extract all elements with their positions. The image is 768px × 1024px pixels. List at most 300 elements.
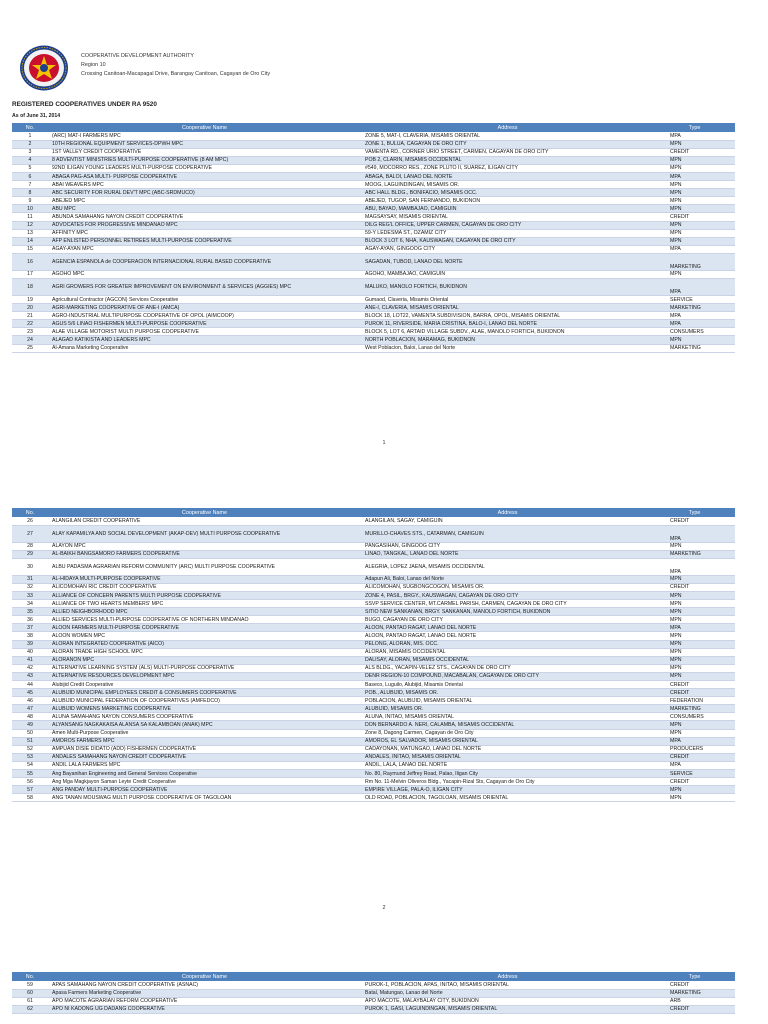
cell-address: Rm No. 11-Melvin Oliveros Bldg., Yacapin-Rizal Sts, Cagayan de Oro City [361,778,654,786]
column-header-address: Address [361,123,654,132]
cell-no: 49 [12,721,48,729]
table-row [12,205,735,213]
cell-address: ABAGA, BALOI, LANAO DEL NORTE [361,172,654,180]
cell-type: FEDERATION [654,697,735,705]
cell-cooperative-name: ALYANSANG NAGKAKAISA ALANSA SA KALAMBOAN (ANAK) MPC [48,721,361,729]
cell-cooperative-name: APO MACOTE AGRARIAN REFORM COOPERATIVE [48,997,361,1005]
cell-address: West Poblacion, Baloi, Lanao del Norte [361,344,654,352]
cell-cooperative-name: ALUNA SAMAHANG NAYON CONSUMERS COOPERATIVE [48,713,361,721]
cell-cooperative-name: ABAGA PAG-ASA MULTI- PURPOSE COOPERATIVE [48,172,361,180]
cell-no: 28 [12,542,48,550]
cell-no: 4 [12,156,48,164]
cell-no: 59 [12,981,48,989]
cell-type: MPN [654,181,735,189]
cell-type: MPN [654,140,735,148]
cell-address: SITIO NEW SANKANAN, BRGY. SANKANAN, MANOLO FORTICH, BUKIDNON [361,608,654,616]
cell-cooperative-name: ALICOMOHAN RIC CREDIT COOPERATIVE [48,583,361,591]
table-row [12,328,735,336]
cell-address: 59-Y LEDESMA ST., OZAMIZ CITY [361,229,654,237]
org-name: COOPERATIVE DEVELOPMENT AUTHORITY [81,53,195,59]
cell-type: MPA [654,525,735,542]
cooperatives-table-page-1 [12,123,735,353]
cell-address: ANDALES, INITAO, MISAMIS ORIENTAL [361,753,654,761]
cell-address: Zone 8, Dagong Carmen, Cagayan de Oro City [361,729,654,737]
cell-cooperative-name: AMPUAN DISIE DIDATO (ADD) FISHERMEN COOPERATIVE [48,745,361,753]
cell-address: ZONE 4, PASIL, BRGY., KAUSWAGAN, CAGAYAN DE ORO CITY [361,591,654,599]
cell-type: MPA [654,737,735,745]
cell-address: ALUNA, INITAO, MISAMIS ORIENTAL [361,713,654,721]
cell-address: MOOG, LAGUINDINGAN, MISAMIS OR. [361,181,654,189]
cell-type: SERVICE [654,296,735,304]
cell-no: 56 [12,778,48,786]
cell-type: MPN [654,632,735,640]
cell-address: POB 2, CLARIN, MISAMIS OCCIDENTAL [361,156,654,164]
table-row [12,558,735,575]
table-row [12,745,735,753]
table-row [12,761,735,769]
cell-cooperative-name: Al-Amana Marketing Cooperative [48,344,361,352]
table-row [12,997,735,1005]
table-row [12,981,735,989]
table-row [12,681,735,689]
table-row [12,296,735,304]
column-header-no: No. [12,123,48,132]
cell-cooperative-name: ANG TANAN MOUSWAG MULTI PURPOSE COOPERATIVE OF TAGOLOAN [48,794,361,802]
cell-address: DALISAY, ALORAN, MISAMIS OCCIDENTAL [361,656,654,664]
cell-type: MPN [654,600,735,608]
cell-type: CREDIT [654,1005,735,1013]
table-row [12,189,735,197]
cell-cooperative-name: APAS SAMAHANG NAYON CREDIT COOPERATIVE (ASNAC) [48,981,361,989]
organization-block [81,52,270,79]
cell-no: 55 [12,770,48,778]
cell-no: 20 [12,304,48,312]
table-row [12,640,735,648]
table-row [12,245,735,253]
cell-type: MPN [654,648,735,656]
cell-no: 3 [12,148,48,156]
cell-type: CREDIT [654,213,735,221]
cell-type: MPA [654,245,735,253]
cell-address: BUGO, CAGAYAN DE ORO CITY [361,616,654,624]
table-row [12,737,735,745]
table-body [12,517,735,802]
as-of-date: As of June 31, 2014 [12,113,61,119]
cell-no: 33 [12,591,48,599]
cell-no: 36 [12,616,48,624]
cell-address: ZONE 1, BULUA, CAGAYAN DE ORO CITY [361,140,654,148]
cell-no: 41 [12,656,48,664]
table-row [12,164,735,172]
table-row [12,132,735,140]
table-row [12,197,735,205]
table-row [12,664,735,672]
cell-cooperative-name: AFP ENLISTED PERSONNEL RETIREES MULTI-PURPOSE COOPERATIVE [48,237,361,245]
table-row [12,542,735,550]
cell-type: MPN [654,575,735,583]
document-title: REGISTERED COOPERATIVES UNDER RA 9520 [12,101,157,108]
cell-no: 8 [12,189,48,197]
cell-address: ALORAN, MISAMIS OCCIDENTAL [361,648,654,656]
cell-address: ALS BLDG., YACAPIN-VELEZ STS., CAGAYAN DE ORO CITY [361,664,654,672]
cell-type: MPN [654,616,735,624]
table-header-row [12,972,735,981]
cell-cooperative-name: ALLIANCE OF CONCERN PARENTS MULTI PURPOSE COOPERATIVE [48,591,361,599]
cell-type: CREDIT [654,778,735,786]
table-body [12,132,735,352]
cell-type: CREDIT [654,517,735,525]
table-row [12,148,735,156]
cell-cooperative-name: ABAI WEAVERS MPC [48,181,361,189]
cell-cooperative-name: ALORAN TRADE HIGH SCHOOL MPC [48,648,361,656]
cell-cooperative-name: ABUNDA SAMAHANG NAYON CREDIT COOPERATIVE [48,213,361,221]
cell-cooperative-name: AGRO-INDUSTRIAL MULTIPURPOSE COOPERATIVE OF OPOL (AIMCOOP) [48,312,361,320]
cell-type: MPN [654,189,735,197]
cell-no: 51 [12,737,48,745]
cell-type: MPA [654,132,735,140]
cell-cooperative-name: ALORANON MPC [48,656,361,664]
cell-address: VAMENTA RD., CORNER URIO STREET, CARMEN, CAGAYAN DE ORO CITY [361,148,654,156]
cell-address: ZONE 5, MAT-I, CLAVERIA, MISAMIS ORIENTAL [361,132,654,140]
cell-address: AGAY-AYAN, GINGOOG CITY [361,245,654,253]
cell-no: 39 [12,640,48,648]
cell-cooperative-name: ALORAN INTEGRATED COOPERATIVE (AICO) [48,640,361,648]
cell-address: Baseco, Luguilo, Alubijid, Misamis Oriental [361,681,654,689]
table-row [12,600,735,608]
cell-type: MPN [654,237,735,245]
cell-cooperative-name: ALAE VILLAGE MOTORIST MULTI PURPOSE COOPERATIVE [48,328,361,336]
table-row [12,229,735,237]
cell-type: MPN [654,640,735,648]
column-header-type: Type [654,508,735,517]
cell-cooperative-name: AMOROS FARMERS MPC [48,737,361,745]
cell-address: ALICOMOHAN, SUGBONGCOGON, MISAMIS OR. [361,583,654,591]
cell-cooperative-name: ABEJED MPC [48,197,361,205]
cell-no: 6 [12,172,48,180]
cell-no: 23 [12,328,48,336]
cell-no: 1 [12,132,48,140]
column-header-name: Cooperative Name [48,123,361,132]
cell-address: LINAO, TANGKAL, LANAO DEL NORTE [361,550,654,558]
cell-cooperative-name: ALAY KAPAMILYA AND SOCIAL DEVELOPMENT (AKAP-DEV) MULTI PURPOSE COOPERATIVE [48,525,361,542]
cell-no: 18 [12,279,48,296]
cell-type: MPN [654,156,735,164]
cell-type: CREDIT [654,583,735,591]
cell-cooperative-name: ALTERNATIVE LEARNING SYSTEM (ALS) MULTI-PURPOSE COOPERATIVE [48,664,361,672]
cell-type: SERVICE [654,770,735,778]
column-header-type: Type [654,123,735,132]
column-header-no: No. [12,508,48,517]
cell-address: Gumaod, Claveria, Misamis Oriental [361,296,654,304]
table-row [12,648,735,656]
cell-no: 29 [12,550,48,558]
cell-address: PELONG, ALORAN, MIS. OCC. [361,640,654,648]
cell-type: MPN [654,229,735,237]
cell-no: 45 [12,689,48,697]
cell-no: 57 [12,786,48,794]
cell-cooperative-name: 10TH REGIONAL EQUIPMENT SERVICES-DPWH MPC [48,140,361,148]
table-row [12,713,735,721]
cell-type: MPN [654,221,735,229]
cooperatives-table-page-3 [12,972,735,1014]
cell-no: 7 [12,181,48,189]
cell-no: 34 [12,600,48,608]
cell-type: MPA [654,279,735,296]
table-row [12,140,735,148]
cell-type: MPN [654,786,735,794]
cell-cooperative-name: ALLIED NEIGHBORHOOD MPC [48,608,361,616]
cell-address: ALOON, PANTAO RAGAT, LANAO DEL NORTE [361,624,654,632]
cell-address: BLOCK 3 LOT 6, NHA, KAUSWAGAN, CAGAYAN DE ORO CITY [361,237,654,245]
cell-no: 26 [12,517,48,525]
table-row [12,689,735,697]
cell-type: MPN [654,656,735,664]
cell-type: MPN [654,270,735,278]
cell-type: MPA [654,558,735,575]
table-row [12,237,735,245]
cell-address: DILG REG'L OFFICE, UPPER CARMEN, CAGAYAN DE ORO CITY [361,221,654,229]
page-number: 1 [382,440,386,446]
cell-address: ALOON, PANTAO RAGAT, LANAO DEL NORTE [361,632,654,640]
table-row [12,279,735,296]
cell-no: 50 [12,729,48,737]
cell-type: MARKETING [654,550,735,558]
cell-no: 35 [12,608,48,616]
cell-cooperative-name: Alubijid Credit Cooperative [48,681,361,689]
table-row [12,989,735,997]
cell-type: MPN [654,164,735,172]
org-region: Region 10 [81,62,106,68]
cell-cooperative-name: AGENCIA ESPANOLA de COOPERACION INTERNACIONAL RURAL BASED COOPERATIVE [48,253,361,270]
cell-address: DON BERNARDO A. NERI, CALAMBA, MISAMIS OCCIDENTAL [361,721,654,729]
cell-address: ABC HALL BLDG., BONIFACIO, MISAMIS OCC. [361,189,654,197]
cell-cooperative-name: 8 ADVENTIST MINISTRIES MULTI-PURPOSE COOPERATIVE (8 AM MPC) [48,156,361,164]
cell-cooperative-name: ALAGAD KATIKISTA AND LEADERS MPC [48,336,361,344]
cell-cooperative-name: AL-BAIKH BANGSAMORO FARMERS COOPERATIVE [48,550,361,558]
page-number: 2 [382,905,386,911]
cell-no: 19 [12,296,48,304]
cda-seal-icon [18,44,70,92]
cell-no: 12 [12,221,48,229]
cell-cooperative-name: AGRI-MARKETING COOPERATIVE OF ANE-I (AMCA) [48,304,361,312]
cell-cooperative-name: ALOON FARMERS MULTI-PURPOSE COOPERATIVE [48,624,361,632]
table-row [12,591,735,599]
cell-no: 61 [12,997,48,1005]
cell-no: 5 [12,164,48,172]
table-row [12,525,735,542]
cell-address: AGOHO, MAMBAJAO, CAMIGUIN [361,270,654,278]
cell-address: POB., ALUBIJID, MISAMIS OR. [361,689,654,697]
cell-no: 62 [12,1005,48,1013]
cell-type: MPN [654,336,735,344]
cell-type: MPN [654,197,735,205]
table-body [12,981,735,1013]
cell-no: 17 [12,270,48,278]
cell-no: 27 [12,525,48,542]
cell-no: 15 [12,245,48,253]
table-header-row [12,508,735,517]
document-header [18,40,738,92]
cell-address: MAGSAYSAY, MISAMIS ORIENTAL [361,213,654,221]
table-row [12,721,735,729]
cell-type: MPA [654,761,735,769]
cell-type: MPN [654,721,735,729]
cell-address: #549, MOCORRO RES., ZONE PLUTO II, SUAREZ, ILIGAN CITY [361,164,654,172]
table-row [12,517,735,525]
cell-no: 9 [12,197,48,205]
cell-no: 25 [12,344,48,352]
table-row [12,253,735,270]
cell-type: MPA [654,320,735,328]
table-row [12,320,735,328]
cooperatives-table-page-2 [12,508,735,802]
cell-cooperative-name: AGRI GROWERS FOR GREATER IMPROVEMENT ON ENVIRONMENT & SERVICES (AGGIES) MPC [48,279,361,296]
table-row [12,181,735,189]
cell-cooperative-name: 92ND ILIGAN YOUNG LEADERS MULTI-PURPOSE COOPERATIVE [48,164,361,172]
table-row [12,213,735,221]
cell-cooperative-name: AGAY-AYAN MPC [48,245,361,253]
cell-type: MPA [654,312,735,320]
cell-cooperative-name: ALANGILAN CREDIT COOPERATIVE [48,517,361,525]
table-row [12,705,735,713]
cell-type: CREDIT [654,753,735,761]
cell-no: 21 [12,312,48,320]
cell-address: POBLACION, ALUBIJID, MISAMIS ORIENTAL [361,697,654,705]
table-row [12,794,735,802]
cell-address: SAGADAN, TUBOD, LANAO DEL NORTE [361,253,654,270]
cell-address: PUROK 11, RIVERSIDE, MARIA CRISTINA, BALO-I, LANAO DEL NORTE [361,320,654,328]
cell-address: Adapun Ali, Baloi, Lanao del Norte [361,575,654,583]
cell-cooperative-name: AGOHO MPC [48,270,361,278]
cell-cooperative-name: ANDALES SAMAHANG NAYON CREDIT COOPERATIVE [48,753,361,761]
cell-address: ABU, BAYAO, MAMBAJAO, CAMIGUIN [361,205,654,213]
cell-no: 46 [12,697,48,705]
cell-no: 53 [12,753,48,761]
cell-no: 32 [12,583,48,591]
cell-address: APO MACOTE, MALAYBALAY CITY, BUKIDNON [361,997,654,1005]
cell-cooperative-name: ALTERNATIVE RESOURCES DEVELOPMENT MPC [48,672,361,680]
cell-type: MPN [654,591,735,599]
cell-address: ALEGRIA, LOPEZ JAENA, MISAMIS OCCIDENTAL [361,558,654,575]
org-address: Crossing Canitoan-Macapagal Drive, Barangay Canitoan, Cagayan de Oro City [81,71,271,77]
column-header-name: Cooperative Name [48,972,361,981]
cell-type: MARKETING [654,705,735,713]
cell-cooperative-name: AL-HIDAYA MULTI-PURPOSE COOPERATIVE [48,575,361,583]
cell-address: BLOCK 18, LOT22, VAMENTA SUBDIVISION, BARRA, OPOL, MISAMIS ORIENTAL [361,312,654,320]
cell-cooperative-name: ALUBIJID MUNICIPAL FEDERATION OF COOPERATIVES (AMFEDCO) [48,697,361,705]
cell-no: 60 [12,989,48,997]
cell-type: MARKETING [654,989,735,997]
table-row [12,753,735,761]
cell-cooperative-name: ALAYON MPC [48,542,361,550]
column-header-type: Type [654,972,735,981]
table-row [12,575,735,583]
cell-type: MARKETING [654,304,735,312]
table-row [12,583,735,591]
cell-address: AMOROS, EL SALVADOR, MISAMIS ORIENTAL [361,737,654,745]
cell-no: 2 [12,140,48,148]
cell-no: 31 [12,575,48,583]
cell-cooperative-name: Amen Multi-Purpose Cooperative [48,729,361,737]
column-header-address: Address [361,972,654,981]
table-row [12,550,735,558]
cell-address: PUROK 1, GASI, LAGUINDINGAN, MISAMIS ORIENTAL [361,1005,654,1013]
cell-no: 58 [12,794,48,802]
cell-type: MARKETING [654,253,735,270]
table-row [12,312,735,320]
cell-type: CREDIT [654,148,735,156]
cell-no: 48 [12,713,48,721]
cell-cooperative-name: ADVOCATES FOR PROGRESSIVE MINDANAO MPC [48,221,361,229]
column-header-address: Address [361,508,654,517]
cell-address: Batal, Matungao, Lanao del Norte [361,989,654,997]
cell-address: PUROK-1, POBLACION, APAS, INITAO, MISAMIS ORIENTAL [361,981,654,989]
cell-no: 42 [12,664,48,672]
table-row [12,656,735,664]
cell-cooperative-name: ALUBIJID WOMENS MARKETING COOPERATIVE [48,705,361,713]
cell-type: CONSUMERS [654,328,735,336]
cell-cooperative-name: ABU MPC [48,205,361,213]
table-row [12,697,735,705]
cell-type: MPA [654,172,735,180]
cell-address: ALUBIJID, MISAMIS OR. [361,705,654,713]
table-row [12,624,735,632]
cell-type: CONSUMERS [654,713,735,721]
cell-cooperative-name: ALOON WOMEN MPC [48,632,361,640]
cell-address: OLD ROAD, POBLACION, TAGOLOAN, MISAMIS ORIENTAL [361,794,654,802]
cell-cooperative-name: ALUBIJID MUNICIPAL EMPLOYEES CREDIT & CONSUMERS COOPERATIVE [48,689,361,697]
cell-type: MARKETING [654,344,735,352]
cell-address: PANGASIHAN, GINGOOG CITY [361,542,654,550]
cell-no: 16 [12,253,48,270]
cell-cooperative-name: (ARC) MAT-I FARMERS MPC [48,132,361,140]
table-row [12,270,735,278]
table-row [12,632,735,640]
cell-type: MPN [654,729,735,737]
cell-address: SSVP SERVICE CENTER, MT.CARMEL PARISH, CARMEN, CAGAYAN DE ORO CITY [361,600,654,608]
cell-address: No. 80, Raymund Jeffrey Road, Palao, Iligan City [361,770,654,778]
cell-cooperative-name: Ang Bayanihan Engineering and General Services Cooperative [48,770,361,778]
cell-type: MPN [654,794,735,802]
cell-type: MPA [654,624,735,632]
table-row [12,336,735,344]
cell-no: 24 [12,336,48,344]
cell-cooperative-name: 1ST VALLEY CREDIT COOPERATIVE [48,148,361,156]
cell-no: 44 [12,681,48,689]
table-row [12,1005,735,1013]
cell-address: EMPIRE VILLAGE, PALA-O, ILIGAN CITY [361,786,654,794]
cell-type: CREDIT [654,681,735,689]
cell-cooperative-name: Ang Mga Magkjayon Saman Leyte Credit Cooperative [48,778,361,786]
table-row [12,616,735,624]
table-row [12,156,735,164]
table-row [12,172,735,180]
cell-type: MPN [654,672,735,680]
cell-no: 37 [12,624,48,632]
cell-type: CREDIT [654,689,735,697]
cell-no: 13 [12,229,48,237]
cell-cooperative-name: ALLIED SERVICES MULTI-PURPOSE COOPERATIVE OF NORTHERN MINDANAO [48,616,361,624]
cell-no: 43 [12,672,48,680]
cell-type: MPN [654,205,735,213]
table-row [12,672,735,680]
cell-no: 11 [12,213,48,221]
cell-type: MPN [654,664,735,672]
column-header-name: Cooperative Name [48,508,361,517]
cell-address: ANDIL, LALA, LANAO DEL NORTE [361,761,654,769]
cell-no: 10 [12,205,48,213]
cell-cooperative-name: ALBU PADASMA AGRARIAN REFORM COMMUNITY (ARC) MULTI PURPOSE COOPERATIVE [48,558,361,575]
